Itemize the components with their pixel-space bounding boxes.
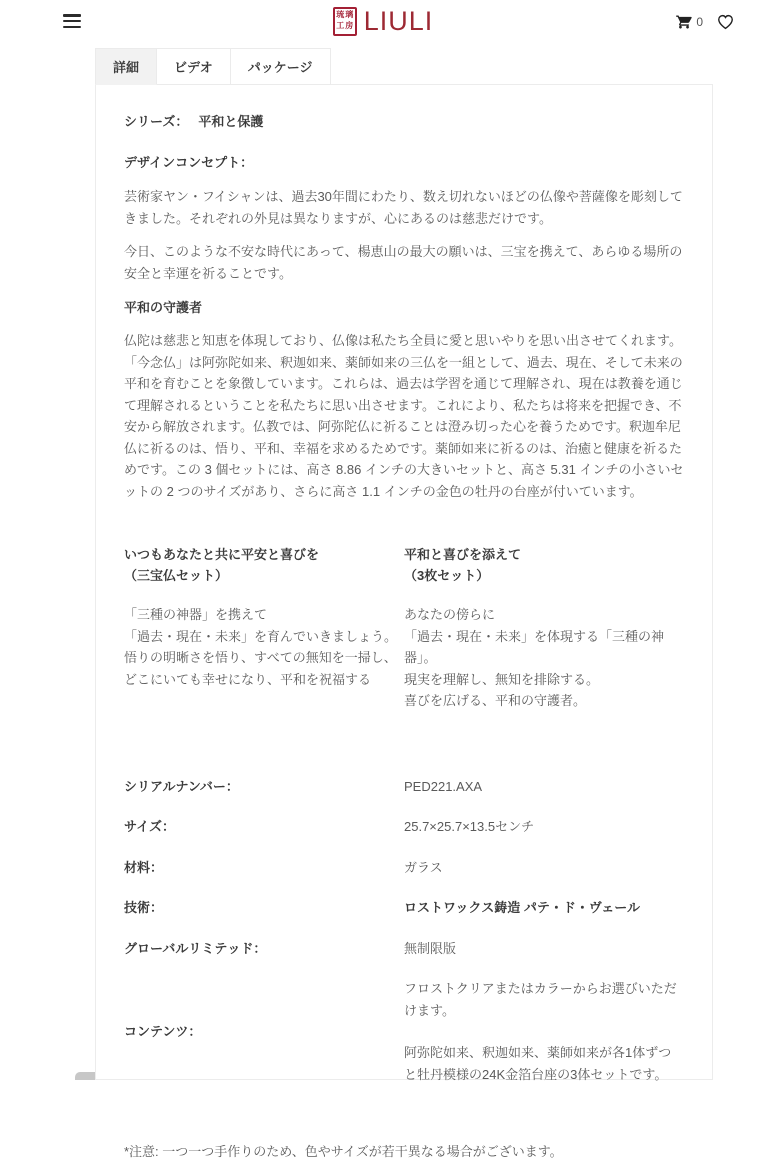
- design-paragraph-1: 芸術家ヤン・フイシャンは、過去30年間にわたり、数え切れないほどの仏像や菩薩像を彫刻してきました。それぞれの外見は異なりますが、心にあるのは慈悲だけです。: [124, 189, 683, 226]
- poem-right-line: 「過去・現在・未来」を体現する「三種の神器」。: [404, 628, 665, 665]
- spec-row-technique: [124, 897, 684, 919]
- poem-right-title-line2: （3枚セット）: [404, 568, 490, 583]
- guardian-paragraph: 仏陀は慈悲と知恵を体現しており、仏像は私たち全員に愛と思いやりを思い出させてくれます。「今念仏」は阿弥陀如来、釈迦如来、薬師如来の三仏を一組として、過去、現在、そして未来の平和を育むことを象徴しています。これらは、過去は学習を通じて理解され、現在は教養を通じて理解されるということを私たちに思い出させます。これにより、私たちは将来を把握でき、不安から解放されます。仏教では、阿弥陀仏に祈ることは澄み切った心を養うためです。釈迦牟尼仏に祈るのは、悟り、平和、幸福を求めるためです。薬師如来に祈るのは、治癒と健康を祈るためです。この 3 個セットには、高さ 8.86 インチの大きいセットと、高さ 5.31 インチの小さいセットの 2 つのサイズがあり、さらに高さ 1.1 インチの金色の牡丹の台座が付いています。: [124, 333, 684, 499]
- spec-label: コンテンツ：: [124, 1024, 202, 1039]
- spec-row-contents: [124, 978, 684, 1085]
- poem-column-right: [404, 544, 684, 712]
- spec-label: グローバルリミテッド：: [124, 940, 267, 956]
- brand-logo[interactable]: [0, 6, 766, 37]
- guardian-heading: 平和の守護者: [124, 300, 203, 315]
- tab-video-label: ビデオ: [174, 60, 213, 75]
- poem-left-title-line2: （三宝仏セット）: [124, 568, 229, 583]
- cart-count-badge: 0: [696, 14, 703, 29]
- poem-left-line: 悟りの明晰さを悟り、すべての無知を一掃し、: [124, 650, 397, 665]
- poem-right-line: 現実を理解し、無知を排除する。: [404, 671, 600, 687]
- series-value: 平和と保護: [198, 114, 264, 129]
- liuli-seal-icon: [333, 7, 357, 36]
- seal-char: 房: [345, 20, 354, 30]
- header: [0, 0, 766, 48]
- poem-left-line: どこにいても幸せになり、平和を祝福する: [124, 671, 372, 687]
- poem-columns: [124, 544, 684, 712]
- contents-paragraph-2: 阿弥陀如来、釈迦如来、薬師如来が各1体ずつと牡丹模様の24K金箔台座の3体セットです。: [404, 1045, 672, 1082]
- spec-row-material: [124, 857, 684, 879]
- spec-row-limited: [124, 938, 684, 960]
- tab-package[interactable]: [231, 48, 331, 85]
- spec-row-serial: [124, 776, 684, 798]
- cart-button[interactable]: [675, 13, 703, 30]
- series-label: シリーズ：: [124, 114, 189, 129]
- spec-label: シリアルナンバー：: [124, 778, 239, 794]
- handmade-note: *注意: 一つ一つ手作りのため、色やサイズが若干異なる場合がございます。: [124, 1144, 563, 1159]
- spec-label: 材料：: [124, 859, 164, 875]
- spec-value: 25.7×25.7×13.5センチ: [404, 819, 535, 834]
- logo-wordmark: LIULI: [363, 6, 434, 36]
- seal-char: 琉: [336, 10, 345, 19]
- product-detail-section: [95, 48, 713, 1159]
- spec-table: [124, 776, 684, 1086]
- cart-icon: [675, 13, 693, 30]
- wishlist-heart-icon[interactable]: [717, 14, 734, 30]
- spec-row-size: [124, 816, 684, 838]
- seal-char: 璃: [345, 10, 354, 19]
- spec-value: ガラス: [404, 859, 443, 875]
- tab-package-label: パッケージ: [247, 60, 313, 75]
- poem-left-line: 「過去・現在・未来」を育んでいきましょう。: [124, 628, 398, 644]
- tab-details-label: 詳細: [113, 60, 140, 75]
- tab-bar: [95, 48, 713, 85]
- poem-left-line: 「三種の神器」を携えて: [124, 607, 268, 622]
- poem-right-title-line1: 平和と喜びを添えて: [404, 547, 522, 562]
- spec-label: 技術：: [124, 900, 164, 916]
- design-concept-label: デザインコンセプト：: [124, 155, 254, 170]
- spec-label: サイズ：: [124, 819, 175, 835]
- poem-right-line: あなたの傍らに: [404, 607, 496, 622]
- contents-paragraph-1: フロストクリアまたはカラーからお選びいただけます。: [404, 981, 677, 1018]
- poem-left-title-line1: いつもあなたと共に平安と喜びを: [124, 547, 320, 562]
- spec-value: 無制限版: [404, 940, 457, 956]
- tab-details[interactable]: [95, 48, 157, 85]
- details-panel: [95, 84, 713, 1159]
- poem-right-line: 喜びを広げる、平和の守護者。: [404, 693, 587, 708]
- seal-char: 工: [336, 20, 345, 30]
- poem-column-left: [124, 544, 404, 712]
- tab-video[interactable]: [157, 48, 231, 85]
- spec-value: ロストワックス鋳造 パテ・ド・ヴェール: [404, 900, 641, 915]
- spec-value: PED221.AXA: [404, 778, 483, 794]
- design-paragraph-2: 今日、このような不安な時代にあって、楊恵山の最大の願いは、三宝を携えて、あらゆる場所の安全と幸運を祈ることです。: [124, 244, 683, 281]
